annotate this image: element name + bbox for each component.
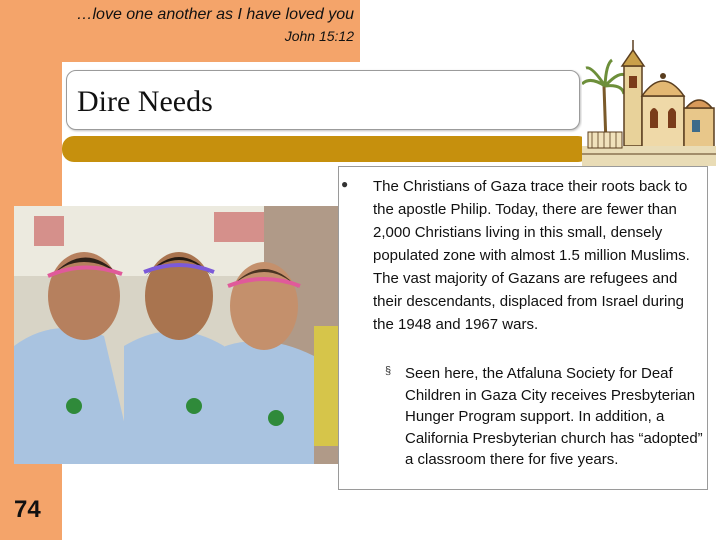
slide-title: Dire Needs bbox=[77, 85, 213, 118]
sub-bullet-square-icon: § bbox=[385, 365, 392, 377]
slide-number: 74 bbox=[14, 496, 41, 523]
header-quote: …love one another as I have loved you bbox=[76, 6, 354, 23]
text-box bbox=[338, 166, 708, 490]
header-citation: John 15:12 bbox=[284, 28, 354, 44]
bullet-dot-icon: ● bbox=[341, 177, 349, 191]
town-illustration bbox=[582, 36, 716, 166]
sub-bullet-text: Seen here, the Atfaluna Society for Deaf Children in Gaza City receives Presbyterian Hunger Program support. In addition, a California Presbyterian church has “adopted” a classroom there for five years. bbox=[405, 365, 703, 468]
gold-divider-bar bbox=[62, 136, 590, 162]
students-photo bbox=[14, 206, 340, 464]
title-box bbox=[66, 70, 580, 130]
main-bullet-text: The Christians of Gaza trace their roots back to the apostle Philip. Today, there are fewer than 2,000 Christians living in this small, densely populated zone with almost 1.5 million Muslims. The vast majority of Gazans are refugees and their descendants, displaced from Israel during the 1948 and 1967 wars. bbox=[373, 178, 690, 333]
